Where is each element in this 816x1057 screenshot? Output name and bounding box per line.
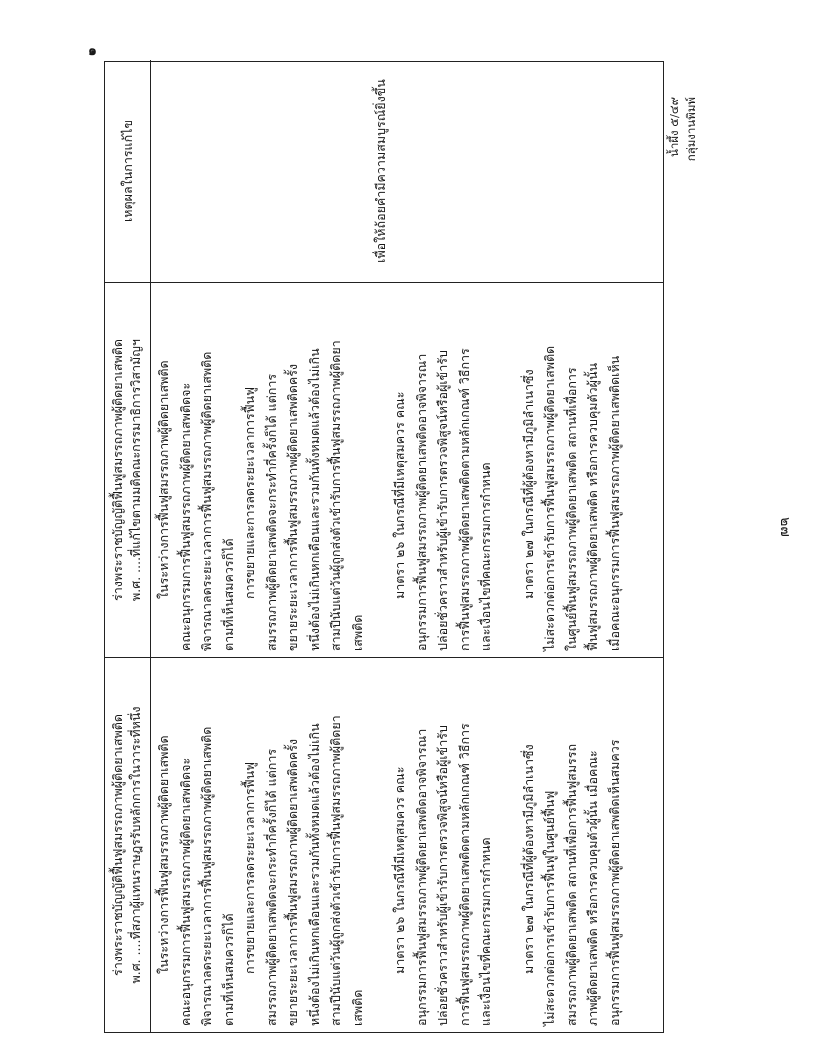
text-line: ในระหว่างการฟื้นฟูสมรรถภาพผู้ติดยาเสพติด (156, 360, 171, 599)
text-line: และเงื่อนไขที่คณะกรรมการกำหนด (478, 462, 493, 651)
header-line: พ.ศ. ....ที่แก้ไขตามมติคณะกรรมาธิการวิสามัญฯ (128, 339, 143, 601)
text-line: ตามที่เห็นสมควรก็ได้ (220, 913, 236, 1026)
corner-page-number: ๑ (88, 43, 97, 59)
stamp-line: น้ำผึ้ง ๕/๔๙ (667, 97, 681, 158)
text-line: อนุกรรมการฟื้นฟูสมรรถภาพผู้ติดยาเสพติดเห็นสมควร (606, 739, 622, 1026)
column-header-reason: เหตุผลในการแก้ไข (105, 60, 151, 282)
text-line: พิจารณาลดระยะเวลาการฟื้นฟูสมรรถภาพผู้ติดยาเสพติด (199, 351, 214, 651)
column-body-revised (151, 283, 625, 657)
text-line: ปล่อยชั่วคราวสำหรับผู้เข้ารับการตรวจพิสูจน์หรือผู้เข้ารับ (435, 725, 450, 1026)
text-line: มาตรา ๒๗ ในกรณีที่ผู้ต้องหามีภูมิลำเนาซึ่ง (520, 369, 536, 599)
typist-stamp (666, 97, 700, 327)
text-line: การฟื้นฟูสมรรถภาพผู้ติดยาเสพติดตามหลักเกณฑ์ วิธีการ (456, 723, 472, 1026)
column-reason (105, 60, 663, 282)
text-line: อนุกรรมการฟื้นฟูสมรรถภาพผู้ติดยาเสพติดอาจพิจารณา (413, 728, 429, 1026)
text-line: คณะอนุกรรมการฟื้นฟูสมรรถภาพผู้ติดยาเสพติดจะ (177, 757, 193, 1026)
text-line: สมรรถภาพผู้ติดยาเสพติดจะกระทำกี่ครั้งก็ได้ แต่การ (263, 373, 279, 651)
header-line: พ.ศ. ....ที่สภาผู้แทนราษฎรรับหลักการในวาระที่หนึ่ง (128, 706, 143, 984)
text-line: ฟื้นฟูสมรรถภาพผู้ติดยาเสพติด หรือการควบคุมตัวผู้นั้น (585, 362, 600, 651)
text-line: ไม่สะดวกต่อการเข้ารับการฟื้นฟูสมรรถภาพผู้ติดยาเสพติด (542, 345, 557, 651)
column-header-original (105, 658, 151, 1032)
text-line: หนึ่งต้องไม่เกินหกเดือนและรวมกันทั้งหมดแล้วต้องไม่เกิน (306, 723, 322, 1026)
text-line: อนุกรรมการฟื้นฟูสมรรถภาพผู้ติดยาเสพติดอาจพิจารณา (413, 353, 429, 651)
comparison-table (104, 61, 664, 1033)
column-body-original (151, 658, 625, 1032)
text-line: เสพติด (349, 614, 365, 651)
text-line: สามปีนับแต่วันผู้ถูกส่งตัวเข้ารับการฟื้นฟูสมรรถภาพผู้ติดยา (328, 715, 343, 1026)
text-line: หนึ่งต้องไม่เกินหกเดือนและรวมกันทั้งหมดแล้วต้องไม่เกิน (306, 348, 322, 651)
column-revised-draft (105, 282, 663, 657)
header-line: ร่างพระราชบัญญัติฟื้นฟูสมรรถภาพผู้ติดยาเสพติด (110, 339, 125, 601)
text-line: ไม่สะดวกต่อการเข้ารับการฟื้นฟูในศูนย์ฟื้นฟู (542, 790, 557, 1026)
text-line: การฟื้นฟูสมรรถภาพผู้ติดยาเสพติดตามหลักเกณฑ์ วิธีการ (456, 348, 472, 651)
text-line: สมรรถภาพผู้ติดยาเสพติด สถานที่เพื่อการฟื้นฟูสมรรถ (563, 743, 579, 1026)
text-line: ขยายระยะเวลาการฟื้นฟูสมรรถภาพผู้ติดยาเสพติดครั้ง (285, 738, 300, 1026)
text-line: สมรรถภาพผู้ติดยาเสพติดจะกระทำกี่ครั้งก็ได้ แต่การ (263, 748, 279, 1026)
text-line: การขยายและการลดระยะเวลาการฟื้นฟู (242, 761, 257, 974)
text-line: ขยายระยะเวลาการฟื้นฟูสมรรถภาพผู้ติดยาเสพติดครั้ง (285, 363, 300, 651)
stamp-line: กลุ่มงานพิมพ์ (684, 97, 698, 162)
column-header-revised (105, 283, 151, 657)
reason-text: เพื่อให้ถ้อยคำมีความสมบูรณ์ยิ่งขึ้น (373, 79, 388, 263)
text-line: มาตรา ๒๗ ในกรณีที่ผู้ต้องหามีภูมิลำเนาซึ่ง (520, 744, 536, 974)
text-line: พิจารณาลดระยะเวลาการฟื้นฟูสมรรถภาพผู้ติดยาเสพติด (199, 726, 214, 1026)
text-line: มาตรา ๒๖ ในกรณีที่มีเหตุสมควร คณะ (392, 391, 407, 599)
column-original-draft (105, 657, 663, 1032)
text-line: เมื่อคณะอนุกรรมการฟื้นฟูสมรรถภาพผู้ติดยาเสพติดเห็น (606, 355, 622, 651)
text-line: เสพติด (349, 989, 365, 1026)
text-line: คณะอนุกรรมการฟื้นฟูสมรรถภาพผู้ติดยาเสพติดจะ (177, 382, 193, 651)
text-line: ตามที่เห็นสมควรก็ได้ (220, 538, 236, 651)
text-line: ปล่อยชั่วคราวสำหรับผู้เข้ารับการตรวจพิสูจน์หรือผู้เข้ารับ (435, 350, 450, 651)
header-line: ร่างพระราชบัญญัติฟื้นฟูสมรรถภาพผู้ติดยาเสพติด (110, 714, 125, 976)
text-line: และเงื่อนไขที่คณะกรรมการกำหนด (478, 837, 493, 1026)
text-line: ภาพผู้ติดยาเสพติด หรือการควบคุมตัวผู้นั้น เมื่อคณะ (585, 750, 600, 1026)
text-line: การขยายและการลดระยะเวลาการฟื้นฟู (242, 386, 257, 599)
text-line: สามปีนับแต่วันผู้ถูกส่งตัวเข้ารับการฟื้นฟูสมรรถภาพผู้ติดยา (328, 340, 343, 651)
text-line: มาตรา ๒๖ ในกรณีที่มีเหตุสมควร คณะ (392, 766, 407, 974)
text-line: ในศูนย์ฟื้นฟูสมรรถภาพผู้ติดยาเสพติด สถานที่เพื่อการ (563, 367, 579, 651)
page-label: ๒๗ (777, 517, 793, 537)
text-line: ในระหว่างการฟื้นฟูสมรรถภาพผู้ติดยาเสพติด (156, 735, 171, 974)
